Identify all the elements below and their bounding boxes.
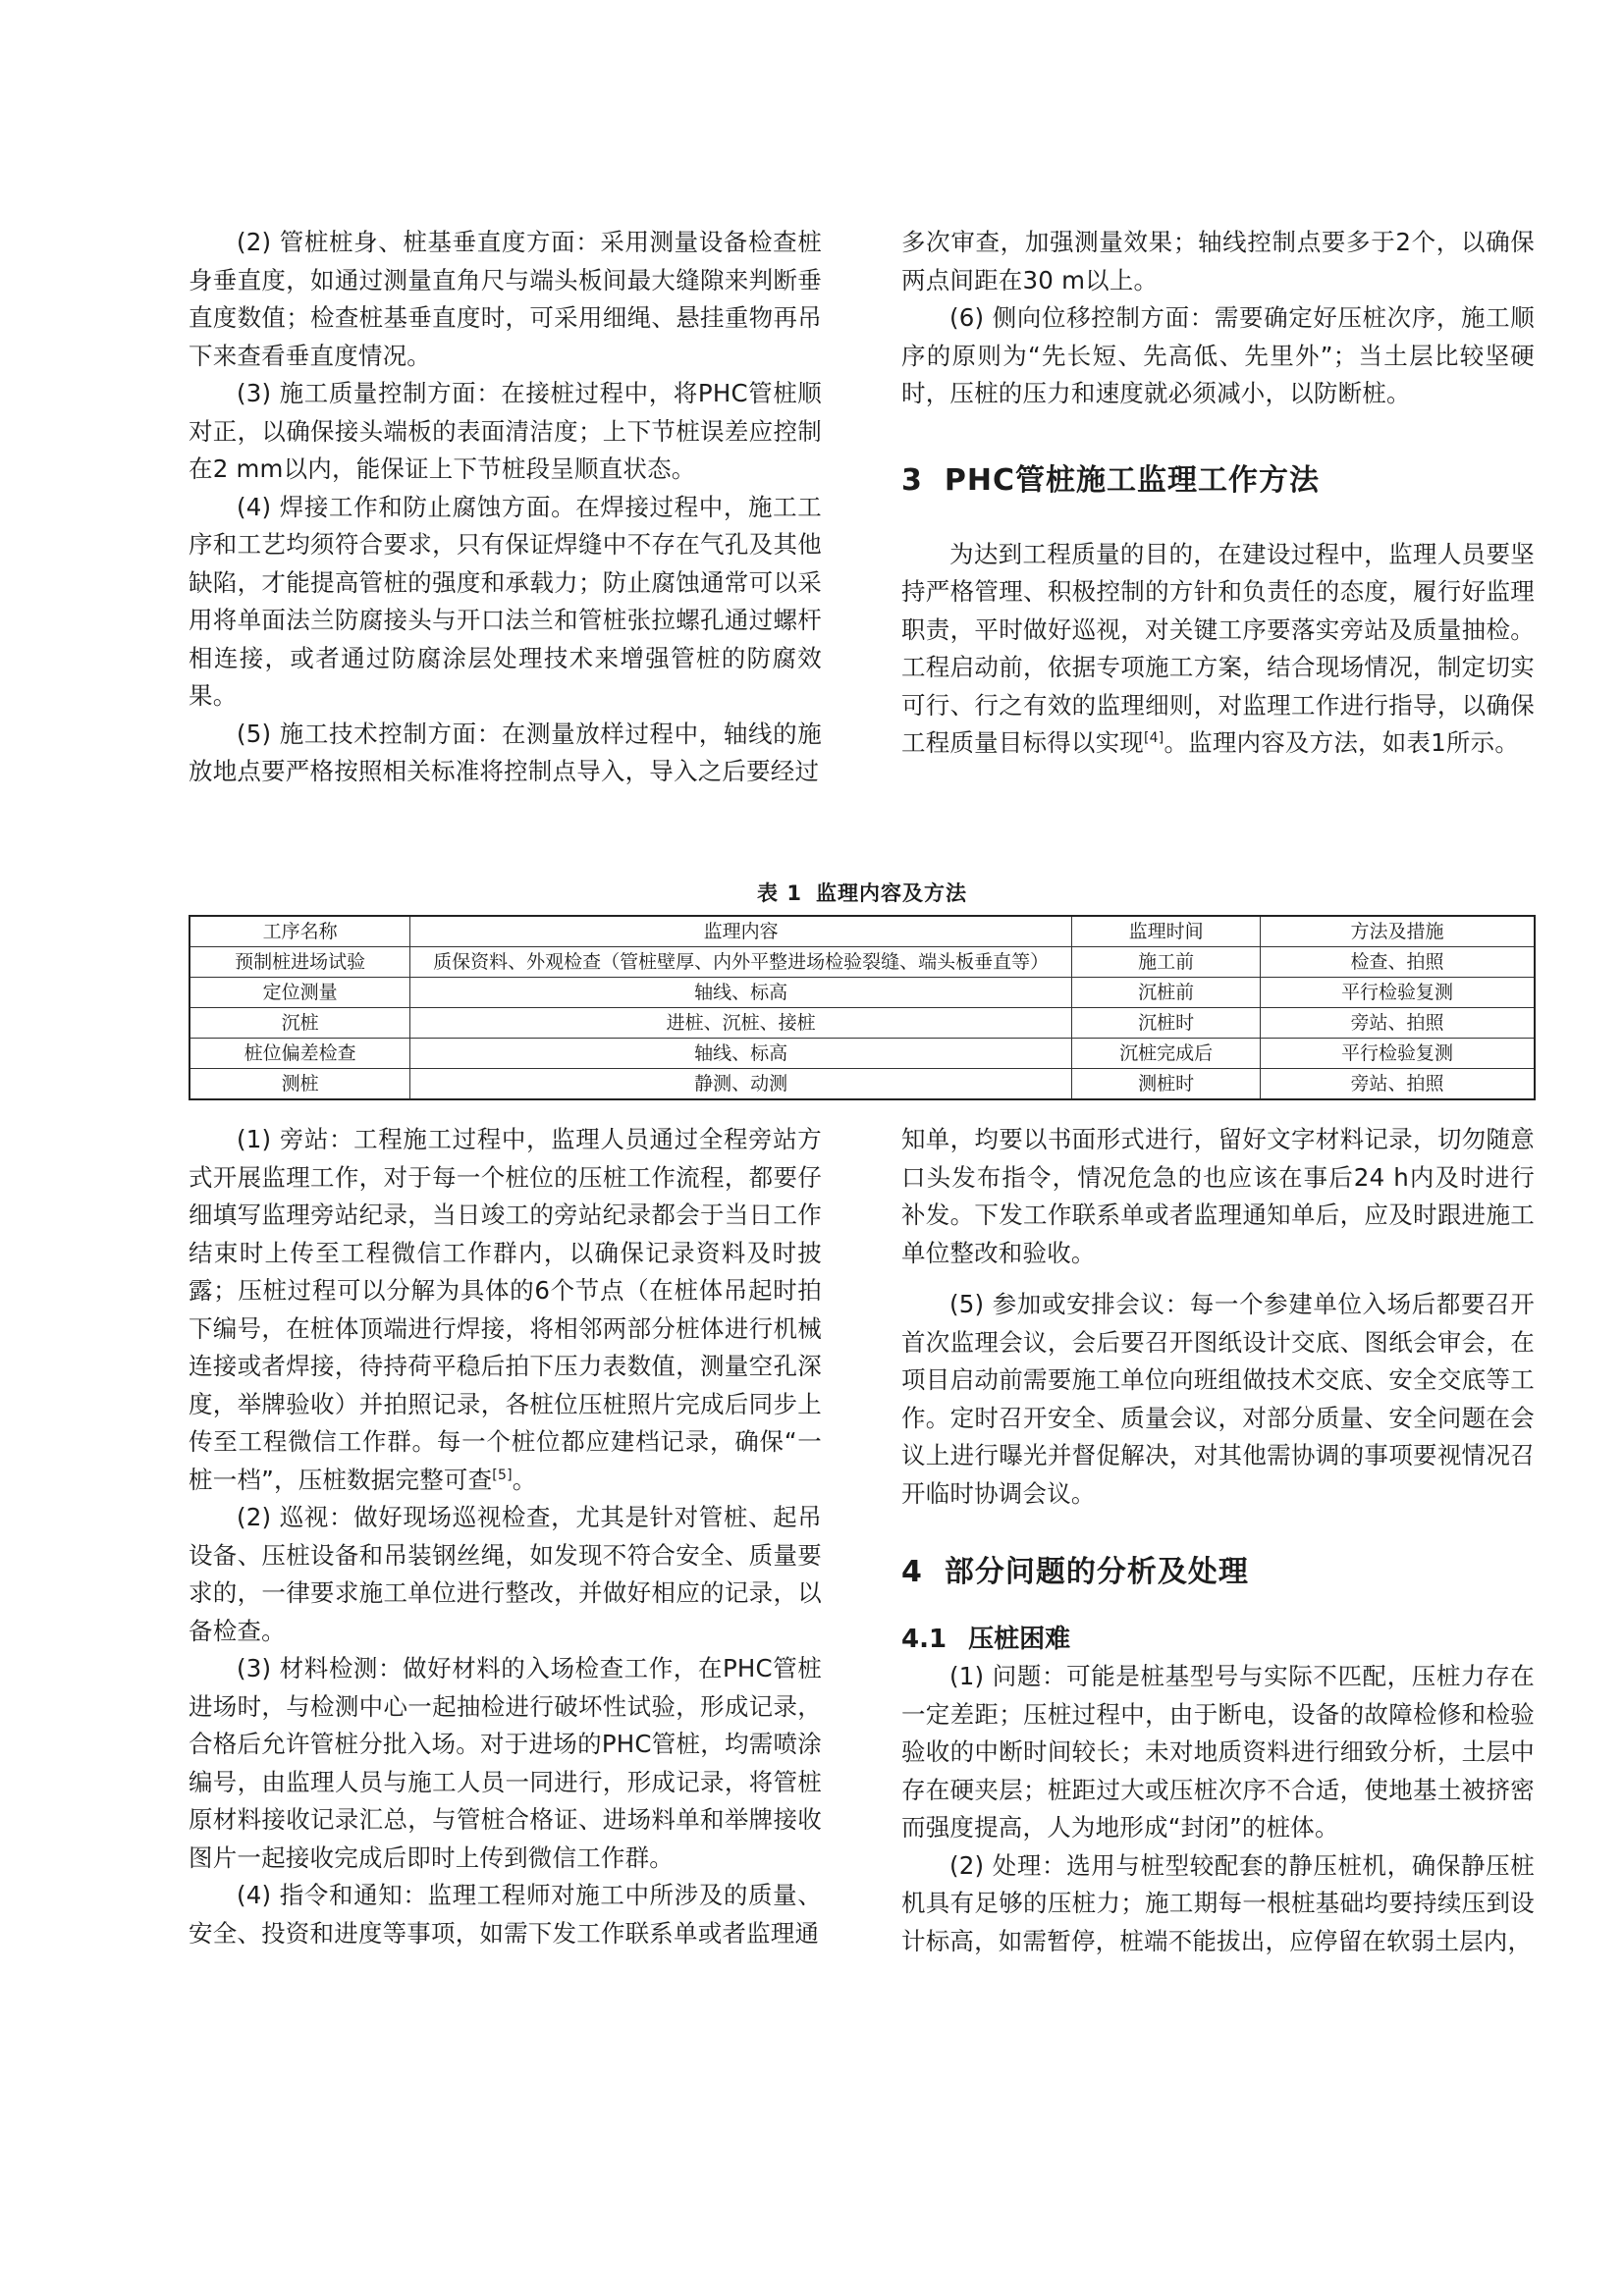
- paragraph-2: (2) 管桩桩身、桩基垂直度方面：采用测量设备检查桩身垂直度，如通过测量直角尺与端头板间最大缝隙来判断垂直度数值；检查桩基垂直度时，可采用细绳、悬挂重物再吊下来查看垂直度情况。: [189, 228, 822, 370]
- table-cell: 测桩: [189, 1069, 410, 1100]
- table-row: [189, 1069, 1535, 1100]
- table-cell: 沉桩: [189, 1008, 410, 1039]
- section-4-heading: 4 部分问题的分析及处理: [901, 1555, 1249, 1589]
- table-cell: 平行检验复测: [1261, 1039, 1536, 1069]
- table-header-row: [189, 916, 1535, 947]
- table-header-cell: 监理时间: [1072, 916, 1261, 947]
- table-cell: 旁站、拍照: [1261, 1069, 1536, 1100]
- right-column-top: [901, 224, 1535, 763]
- table-1: [189, 880, 1536, 1100]
- table-cell: 平行检验复测: [1261, 978, 1536, 1008]
- paragraph-bottom-5: (5) 参加或安排会议：每一个参建单位入场后都要召开首次监理会议，会后要召开图纸设计交底、图纸会审会，在项目启动前需要施工单位向班组做技术交底、安全交底等工作。定时召开安全、质量会议，对部分质量、安全问题在会议上进行曝光并督促解决，对其他需协调的事项要视情况召开临时协调会议。: [901, 1290, 1535, 1508]
- citation-5: [5]: [492, 1467, 513, 1483]
- table-cell: 检查、拍照: [1261, 947, 1536, 978]
- paragraph-3: (3) 施工质量控制方面：在接桩过程中，将PHC管桩顺对正，以确保接头端板的表面清洁度；上下节桩误差应控制在2 mm以内，能保证上下节桩段呈顺直状态。: [189, 379, 822, 483]
- table-cell: 施工前: [1072, 947, 1261, 978]
- table-cell: 测桩时: [1072, 1069, 1261, 1100]
- paragraph-4: (4) 焊接工作和防止腐蚀方面。在焊接过程中，施工工序和工艺均须符合要求，只有保证焊缝中不存在气孔及其他缺陷，才能提高管桩的强度和承载力；防止腐蚀通常可以采用将单面法兰防腐接头与开口法兰和管桩张拉螺孔通过螺杆相连接，或者通过防腐涂层处理技术来增强管桩的防腐效果。: [189, 492, 822, 710]
- table-header-cell: 工序名称: [189, 916, 410, 947]
- paragraph-bottom-3: (3) 材料检测：做好材料的入场检查工作，在PHC管桩进场时，与检测中心一起抽检进行破坏性试验，形成记录，合格后允许管桩分批入场。对于进场的PHC管桩，均需喷涂编号，由监理人员与施工人员一同进行，形成记录，将管桩原材料接收记录汇总，与管桩合格证、进场料单和举牌接收图片一起接收完成后即时上传到微信工作群。: [189, 1654, 822, 1872]
- citation-4: [4]: [1144, 729, 1164, 746]
- treatment-paragraph: (2) 处理：选用与桩型较配套的静压桩机，确保静压桩机具有足够的压桩力；施工期每一根桩基础均要持续压到设计标高，如需暂停，桩端不能拔出，应停留在软弱土层内，: [901, 1850, 1535, 1955]
- supervision-table: [189, 915, 1536, 1100]
- problem-paragraph: (1) 问题：可能是桩基型号与实际不匹配，压桩力存在一定差距；压桩过程中，由于断电，设备的故障检修和检验验收的中断时间较长；未对地质资料进行细致分析，土层中存在硬夹层；桩距过大或压桩次序不合适，使地基土被挤密而强度提高，人为地形成“封闭”的桩体。: [901, 1662, 1535, 1842]
- paragraph-5: (5) 施工技术控制方面：在测量放样过程中，轴线的施放地点要严格按照相关标准将控制点导入，导入之后要经过: [189, 719, 822, 785]
- paragraph-bottom-4: (4) 指令和通知：监理工程师对施工中所涉及的质量、安全、投资和进度等事项，如需下发工作联系单或者监理通: [189, 1881, 822, 1948]
- table-cell: 定位测量: [189, 978, 410, 1008]
- left-column-bottom: [189, 1121, 822, 1952]
- left-column-top: [189, 224, 822, 791]
- table-cell: 预制桩进场试验: [189, 947, 410, 978]
- right-column-bottom: [901, 1121, 1535, 1960]
- table-row: [189, 978, 1535, 1008]
- table-row: [189, 947, 1535, 978]
- paragraph-bottom-4-continued: 知单，均要以书面形式进行，留好文字材料记录，切勿随意口头发布指令，情况危急的也应该在事后24 h内及时进行补发。下发工作联系单或者监理通知单后，应及时跟进施工单位整改和验收。: [901, 1125, 1535, 1267]
- table-cell: 质保资料、外观检查（管桩壁厚、内外平整进场检验裂缝、端头板垂直等）: [410, 947, 1072, 978]
- table-header-cell: 监理内容: [410, 916, 1072, 947]
- table-cell: 轴线、标高: [410, 978, 1072, 1008]
- section-3-heading: 3 PHC管桩施工监理工作方法: [901, 462, 1320, 498]
- paragraph-bottom-2: (2) 巡视：做好现场巡视检查，尤其是针对管桩、起吊设备、压桩设备和吊装钢丝绳，如发现不符合安全、质量要求的，一律要求施工单位进行整改，并做好相应的记录，以备检查。: [189, 1503, 822, 1645]
- paragraph-5-continued: 多次审查，加强测量效果；轴线控制点要多于2个，以确保两点间距在30 m以上。: [901, 228, 1535, 294]
- section-4-1-heading: 4.1 压桩困难: [901, 1625, 1071, 1654]
- table-row: [189, 1008, 1535, 1039]
- table-cell: 沉桩时: [1072, 1008, 1261, 1039]
- table-cell: 轴线、标高: [410, 1039, 1072, 1069]
- paragraph-bottom-1: (1) 旁站：工程施工过程中，监理人员通过全程旁站方式开展监理工作，对于每一个桩位的压桩工作流程，都要仔细填写监理旁站纪录，当日竣工的旁站纪录都会于当日工作结束时上传至工程微信工作群内，以确保记录资料及时披露；压桩过程可以分解为具体的6个节点（在桩体吊起时拍下编号，在桩体顶端进行焊接，将相邻两部分桩体进行机械连接或者焊接，待持荷平稳后拍下压力表数值，测量空孔深度，举牌验收）并拍照记录，各桩位压桩照片完成后同步上传至工程微信工作群。每一个桩位都应建档记录，确保“一桩一档”，压桩数据完整可查[5]。: [189, 1125, 822, 1494]
- paragraph-6: (6) 侧向位移控制方面：需要确定好压桩次序，施工顺序的原则为“先长短、先高低、先里外”；当土层比较坚硬时，压桩的压力和速度就必须减小，以防断桩。: [901, 303, 1535, 407]
- table-cell: 沉桩完成后: [1072, 1039, 1261, 1069]
- table-header-cell: 方法及措施: [1261, 916, 1536, 947]
- section-3-intro: 为达到工程质量的目的，在建设过程中，监理人员要坚持严格管理、积极控制的方针和负责任的态度，履行好监理职责，平时做好巡视，对关键工序要落实旁站及质量抽检。工程启动前，依据专项施工方案，结合现场情况，制定切实可行、行之有效的监理细则，对监理工作进行指导，以确保工程质量目标得以实现[4]。监理内容及方法，如表1所示。: [901, 539, 1535, 757]
- table-row: [189, 1039, 1535, 1069]
- table-cell: 进桩、沉桩、接桩: [410, 1008, 1072, 1039]
- table-cell: 桩位偏差检查: [189, 1039, 410, 1069]
- table-caption: 表 1 监理内容及方法: [757, 881, 967, 905]
- table-cell: 旁站、拍照: [1261, 1008, 1536, 1039]
- table-cell: 沉桩前: [1072, 978, 1261, 1008]
- table-cell: 静测、动测: [410, 1069, 1072, 1100]
